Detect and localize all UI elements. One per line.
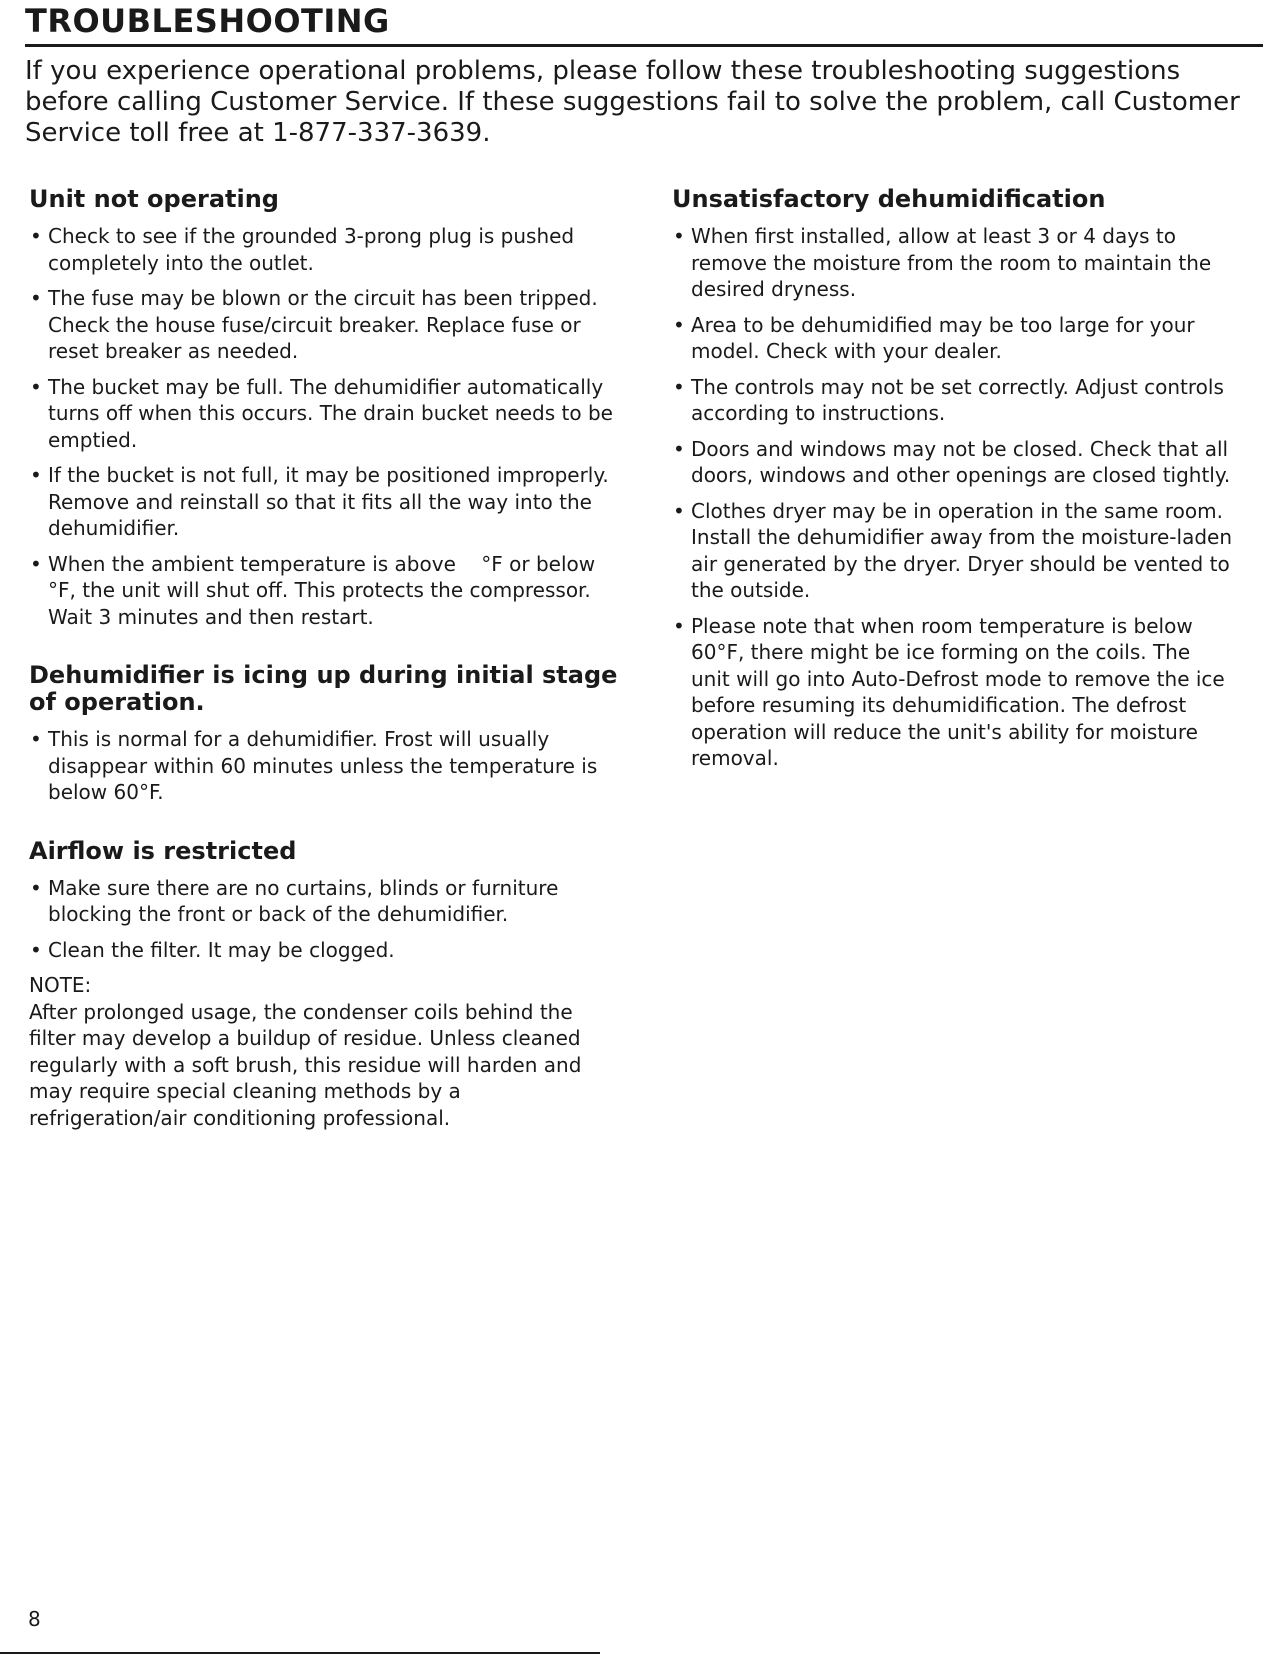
bullet-item: • The controls may not be set correctly. Adjust controls according to instructions. xyxy=(672,374,1232,427)
bullet-item: • Check to see if the grounded 3-prong plug is pushed completely into the outlet. xyxy=(29,223,619,276)
bullet-item: • Doors and windows may not be closed. Check that all doors, windows and other openings are closed tightly. xyxy=(672,436,1232,489)
bullet-item: • Make sure there are no curtains, blinds or furniture blocking the front or back of the dehumidifier. xyxy=(29,875,619,928)
section-heading: Airflow is restricted xyxy=(29,836,297,865)
note-block xyxy=(29,972,619,1131)
intro-paragraph: If you experience operational problems, please follow these troubleshooting suggestions before calling Customer Service. If these suggestions fail to solve the problem, call Customer Service toll free at 1-877-337-3639. xyxy=(25,56,1240,148)
left-column xyxy=(29,186,619,1163)
section-unsatisfactory-dehumidification xyxy=(672,186,1232,772)
bullet-list xyxy=(672,223,1232,772)
bullet-list xyxy=(29,875,619,964)
page-title: TROUBLESHOOTING xyxy=(25,2,390,40)
title-divider xyxy=(25,44,1263,47)
bullet-item: • Please note that when room temperature is below 60°F, there might be ice forming on the coils. The unit will go into Auto-Defrost mode to remove the ice before resuming its dehumidification. The defrost operation will reduce the unit's ability for moisture removal. xyxy=(672,613,1232,772)
bullet-item: • When first installed, allow at least 3 or 4 days to remove the moisture from the room to maintain the desired dryness. xyxy=(672,223,1232,303)
section-airflow xyxy=(29,838,619,1132)
section-heading: Unit not operating xyxy=(29,185,279,213)
section-icing xyxy=(29,662,619,806)
bullet-item: • When the ambient temperature is above °F or below °F, the unit will shut off. This protects the compressor. Wait 3 minutes and then restart. xyxy=(29,551,619,631)
note-text: After prolonged usage, the condenser coils behind the filter may develop a buildup of residue. Unless cleaned regularly with a soft brush, this residue will harden and may require special cleaning methods by a refrigeration/air conditioning professional. xyxy=(29,999,582,1130)
section-heading: Dehumidifier is icing up during initial stage of operation. xyxy=(29,661,618,716)
bullet-list xyxy=(29,726,619,806)
right-column xyxy=(672,186,1232,804)
bullet-item: • The fuse may be blown or the circuit has been tripped. Check the house fuse/circuit breaker. Replace fuse or reset breaker as needed. xyxy=(29,285,619,365)
bottom-divider xyxy=(0,1652,600,1654)
bullet-item: • Clean the filter. It may be clogged. xyxy=(29,937,619,964)
bullet-list xyxy=(29,223,619,630)
section-unit-not-operating xyxy=(29,186,619,630)
bullet-item: • The bucket may be full. The dehumidifier automatically turns off when this occurs. The drain bucket needs to be emptied. xyxy=(29,374,619,454)
section-heading: Unsatisfactory dehumidification xyxy=(672,185,1106,213)
bullet-item: • Clothes dryer may be in operation in the same room. Install the dehumidifier away from the moisture-laden air generated by the dryer. Dryer should be vented to the outside. xyxy=(672,498,1232,604)
page-number: 8 xyxy=(28,1607,41,1631)
bullet-item: • If the bucket is not full, it may be positioned improperly. Remove and reinstall so that it fits all the way into the dehumidifier. xyxy=(29,462,619,542)
bullet-item: • Area to be dehumidified may be too large for your model. Check with your dealer. xyxy=(672,312,1232,365)
bullet-item: • This is normal for a dehumidifier. Frost will usually disappear within 60 minutes unless the temperature is below 60°F. xyxy=(29,726,619,806)
note-label: NOTE: xyxy=(29,973,92,997)
